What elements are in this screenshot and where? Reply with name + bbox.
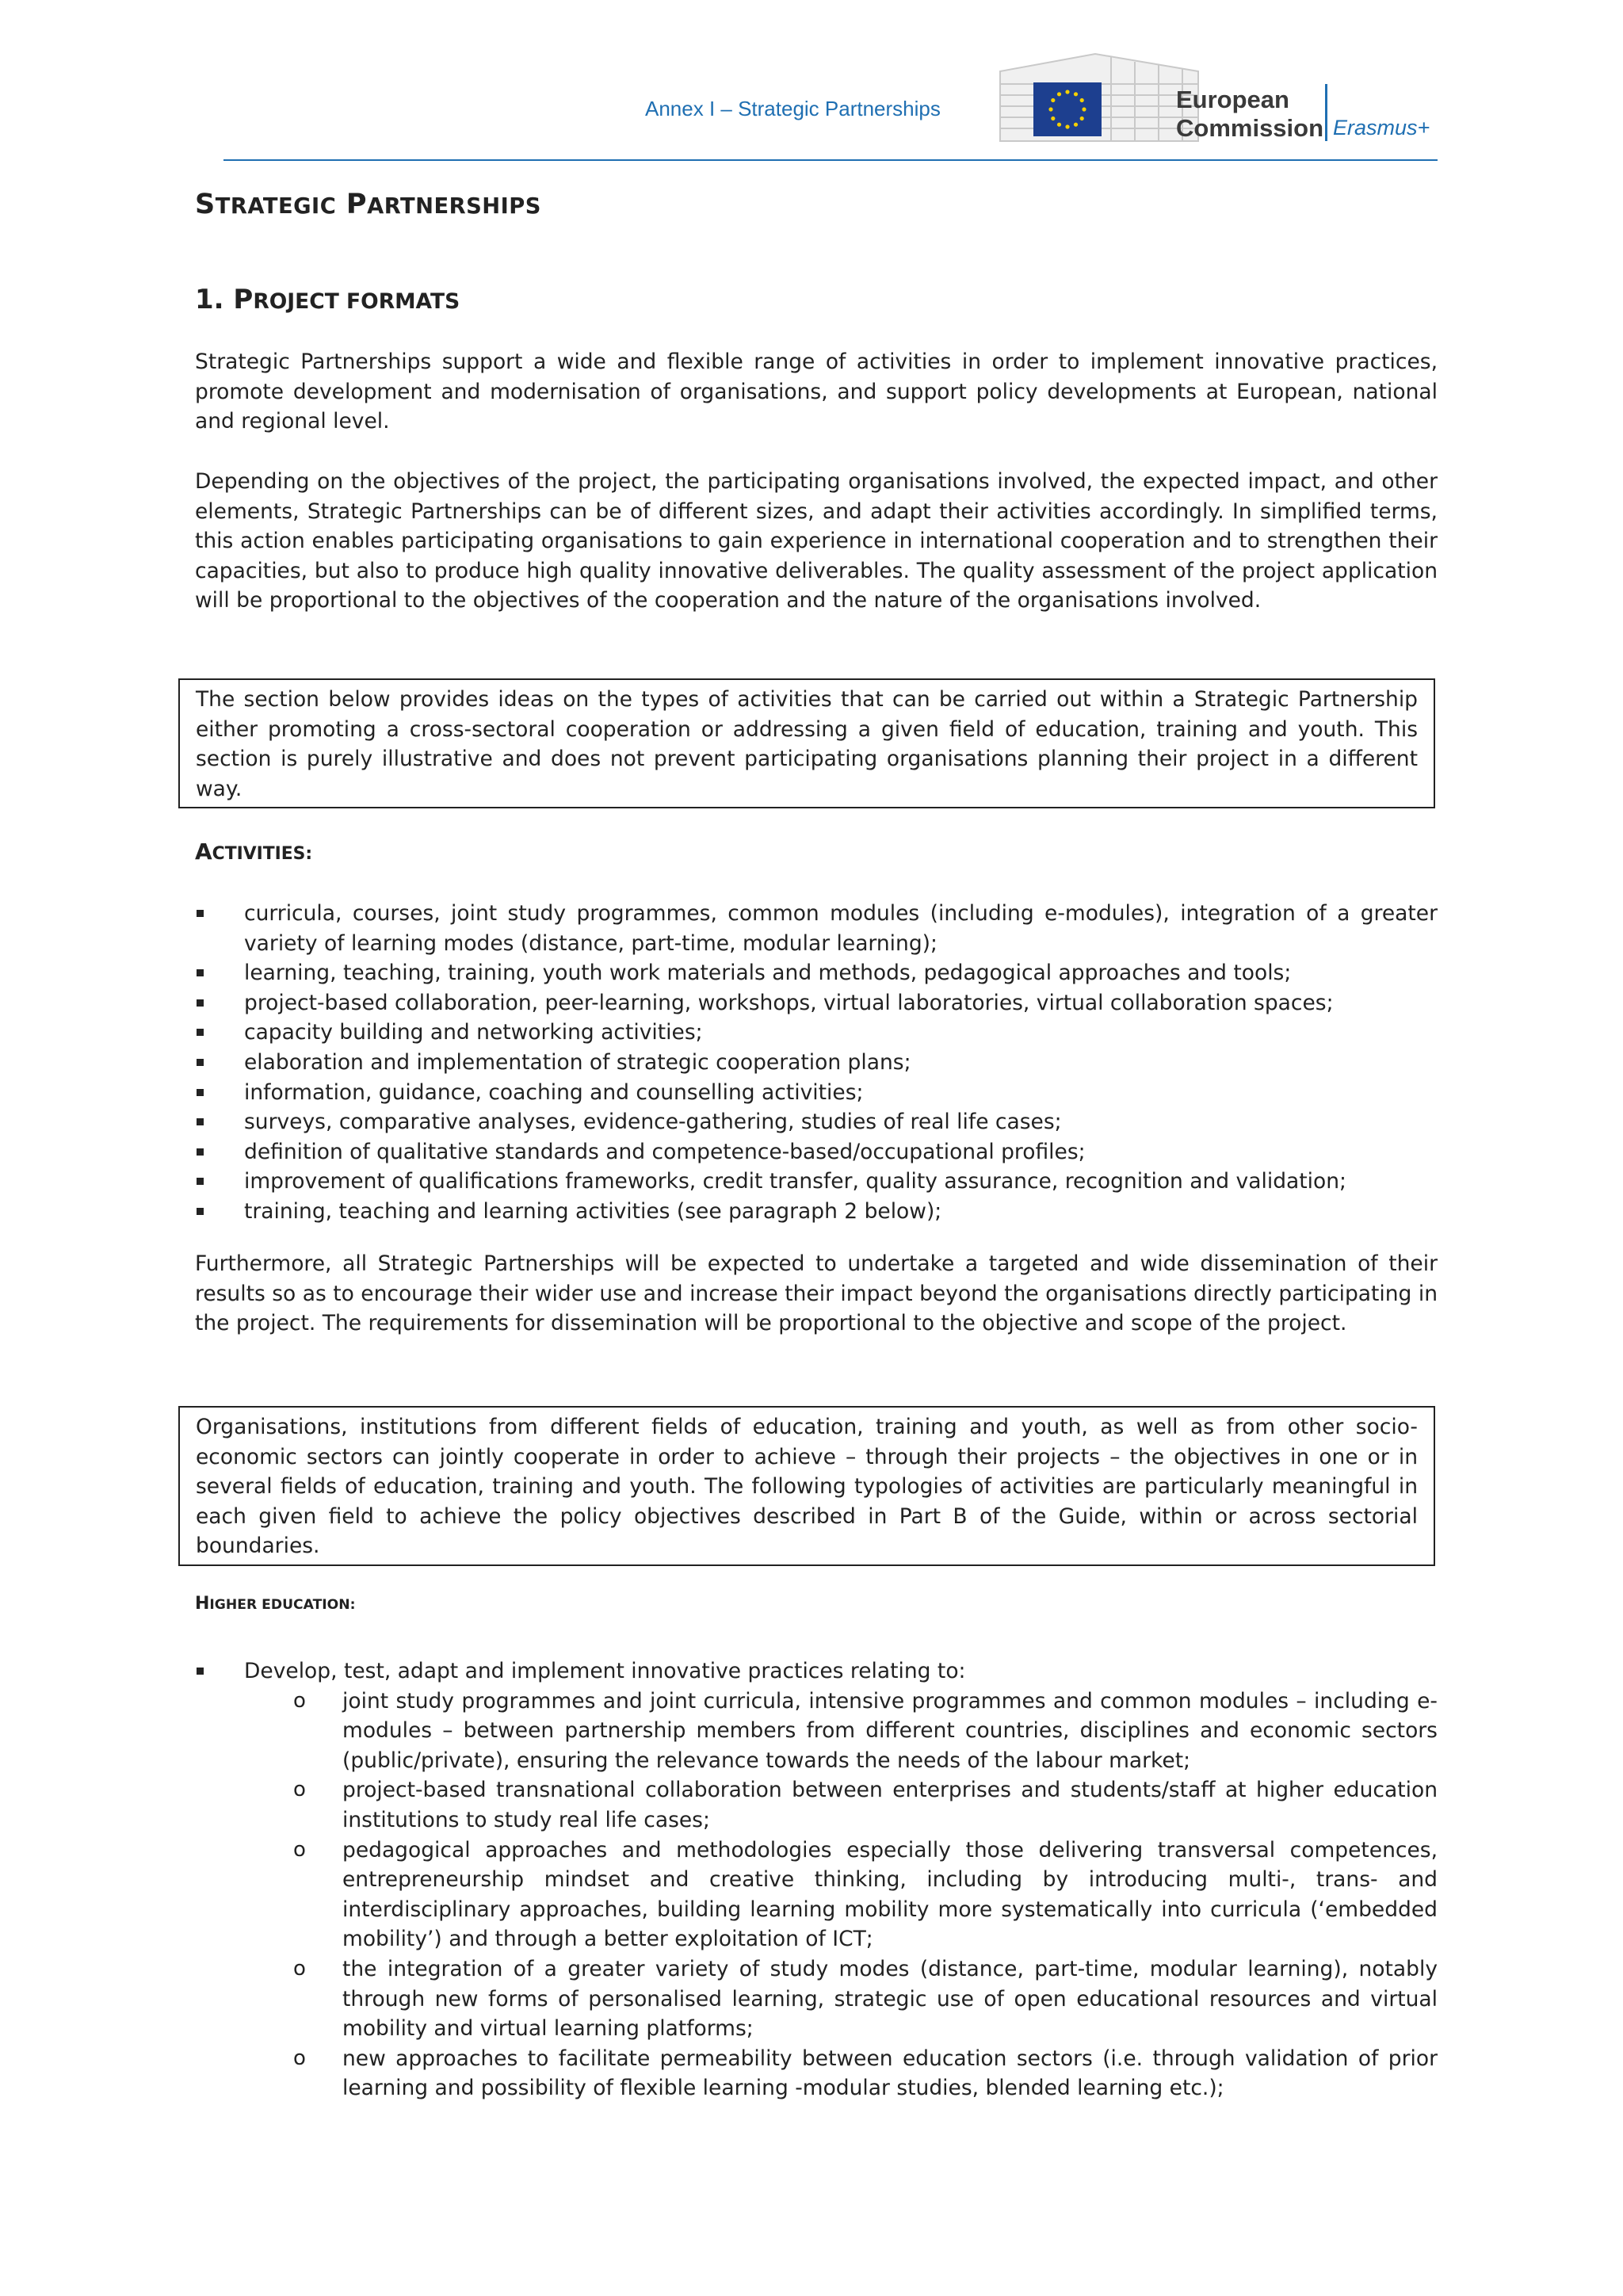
info-box-text: The section below provides ideas on the types of activities that can be carried out within a Strategic Partnership either promoting a cross-sectoral cooperation or addressing a given field of education, training and youth. This section is purely illustrative and does not prevent participating organisations planning their project in a different way. <box>196 687 1418 801</box>
sub-list-item: o project-based transnational collaboration between enterprises and students/staff at higher education institutions to study real life cases; <box>293 1775 1438 1835</box>
annex-title: Annex I – Strategic Partnerships <box>645 97 941 120</box>
he-heading-rest: IGHER EDUCATION: <box>209 1597 356 1613</box>
list-item: curricula, courses, joint study programmes, common modules (including e-modules), integration of a greater variety of learning modes (distance, part-time, modular learning); <box>195 899 1438 958</box>
list-item: learning, teaching, training, youth work materials and methods, pedagogical approaches and tools; <box>195 958 1438 988</box>
title-rest-2: ARTNERSHIPS <box>367 194 541 219</box>
document-body <box>195 189 1438 2101</box>
he-intro: Develop, test, adapt and implement innovative practices relating to: <box>244 1659 966 1683</box>
info-box-text: Organisations, institutions from different fields of education, training and youth, as well as from other socio-economic sectors can jointly cooperate in order to achieve – through their projects – the objectives in one or in several fields of education, training and youth. The following typologies of activities are particularly meaningful in each given field to achieve the policy objectives described in Part B of the Guide, within or across sectorial boundaries. <box>196 1415 1418 1559</box>
list-item: definition of qualitative standards and competence-based/occupational profiles; <box>195 1137 1438 1167</box>
logo-separator <box>1325 84 1327 141</box>
section-heading-project-formats <box>195 284 460 315</box>
list-item: surveys, comparative analyses, evidence-gathering, studies of real life cases; <box>195 1107 1438 1137</box>
title-cap-s: S <box>195 189 216 220</box>
higher-education-list <box>195 1656 1438 2103</box>
logo-line-european: European <box>1176 86 1289 113</box>
list-item <box>195 1656 1438 1687</box>
list-item: improvement of qualifications frameworks, credit transfer, quality assurance, recognition and validation; <box>195 1167 1438 1197</box>
list-item: project-based collaboration, peer-learning, workshops, virtual laboratories, virtual collaboration spaces; <box>195 988 1438 1018</box>
paragraph-objectives: Depending on the objectives of the project, the participating organisations involved, the expected impact, and other elements, Strategic Partnerships can be of different sizes, and adapt their activities accordingly. In simplified terms, this action enables participating organisations to gain experience in international cooperation and to strengthen their capacities, but also to produce high quality innovative deliverables. The quality assessment of the project application will be proportional to the objectives of the cooperation and the nature of the organisations involved. <box>195 469 1438 613</box>
page-header <box>0 0 1623 166</box>
list-item: capacity building and networking activities; <box>195 1018 1438 1048</box>
sub-list-item: o the integration of a greater variety of study modes (distance, part-time, modular learning), notably through new forms of personalised learning, strategic use of open educational resources and virtual mobility and virtual learning platforms; <box>293 1954 1438 2044</box>
he-heading-cap: H <box>195 1594 210 1614</box>
activities-heading-rest: CTIVITIES: <box>212 844 313 864</box>
erasmus-plus-logo: Erasmus+ <box>1333 116 1430 139</box>
activities-heading <box>195 839 312 865</box>
info-box-illustrative <box>178 678 1435 808</box>
title-rest-1: TRATEGIC <box>215 194 337 219</box>
info-box-fields <box>178 1406 1435 1566</box>
section-number: 1. <box>195 284 224 315</box>
paragraph-intro: Strategic Partnerships support a wide and flexible range of activities in order to implement innovative practices, promote development and modernisation of organisations, and support policy developments at European, national and regional level. <box>195 350 1438 434</box>
activities-heading-cap: A <box>195 839 212 865</box>
higher-education-heading <box>195 1594 355 1614</box>
title-cap-p: P <box>346 189 368 220</box>
header-rule <box>223 159 1438 161</box>
european-commission-logo <box>1176 86 1323 143</box>
eu-flag-icon <box>1033 82 1102 136</box>
paragraph-dissemination: Furthermore, all Strategic Partnerships will be expected to undertake a targeted and wide dissemination of their results so as to encourage their wider use and increase their impact beyond the organisations directly participating in the project. The requirements for dissemination will be proportional to the objective and scope of the project. <box>195 1251 1438 1336</box>
list-item: training, teaching and learning activities (see paragraph 2 below); <box>195 1197 1438 1227</box>
sub-list-item: o new approaches to facilitate permeability between education sectors (i.e. through validation of prior learning and possibility of flexible learning -modular studies, blended learning etc.); <box>293 2044 1438 2103</box>
list-item: information, guidance, coaching and counselling activities; <box>195 1078 1438 1108</box>
sub-list-item: o joint study programmes and joint curricula, intensive programmes and common modules – including e-modules – between partnership members from different countries, disciplines and economic sectors (public/private), ensuring the relevance towards the needs of the labour market; <box>293 1687 1438 1776</box>
activities-list <box>195 899 1438 1227</box>
page-title <box>195 189 1438 220</box>
section-cap: P <box>233 284 254 315</box>
section-rest: ROJECT FORMATS <box>253 289 460 314</box>
list-item: elaboration and implementation of strategic cooperation plans; <box>195 1048 1438 1078</box>
logo-line-commission: Commission <box>1176 114 1324 142</box>
sub-list-item: o pedagogical approaches and methodologies especially those delivering transversal competences, entrepreneurship mindset and creative thinking, including by introducing multi-, trans- and interdisciplinary approaches, building learning mobility more systematically into curricula (‘embedded mobility’) and through a better exploitation of ICT; <box>293 1836 1438 1954</box>
